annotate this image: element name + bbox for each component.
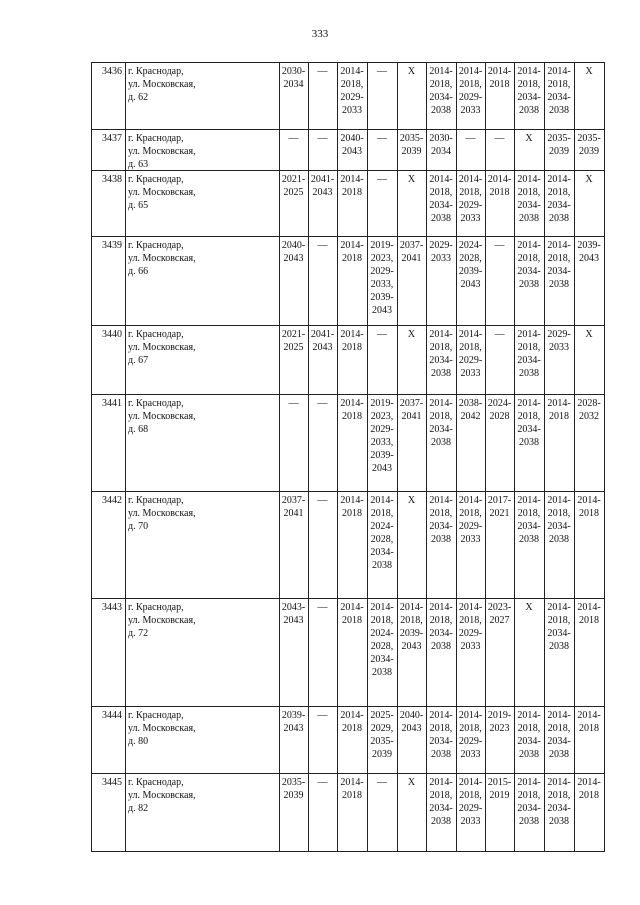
period-cell: 2035- 2039 (547, 133, 571, 157)
period-cell: — (317, 240, 328, 251)
period-cell: 2024- 2028 (487, 398, 512, 422)
period-cell: — (377, 174, 387, 185)
period-cell: 2014- 2018 (577, 777, 601, 801)
period-cell: 2017- 2021 (487, 495, 512, 519)
period-cell: 2035- 2039 (399, 133, 424, 157)
period-cell: — (377, 777, 387, 788)
period-cell: 2014- 2018 (340, 174, 364, 198)
period-cell: 2019- 2023 (487, 710, 512, 734)
period-cell: 2015- 2019 (487, 777, 512, 801)
period-cell: X (407, 495, 416, 506)
period-cell: 2038- 2042 (458, 398, 483, 422)
address-cell: г. Краснодар, ул. Московская, д. 67 (128, 329, 196, 366)
period-cell: X (407, 174, 416, 185)
period-cell: 2035- 2039 (281, 777, 306, 801)
table-row-divider (91, 773, 605, 774)
period-cell: X (525, 602, 533, 613)
period-cell: 2014- 2018, 2029- 2033 (340, 66, 364, 116)
address-cell: г. Краснодар, ул. Московская, д. 62 (128, 66, 196, 103)
address-cell: г. Краснодар, ул. Московская, д. 68 (128, 398, 196, 435)
table-row-divider (91, 62, 605, 63)
table-row-divider (91, 598, 605, 599)
period-cell: 2014- 2018 (577, 495, 601, 519)
period-cell: 2039- 2043 (281, 710, 306, 734)
table-row-divider (91, 325, 605, 326)
address-cell: г. Краснодар, ул. Московская, д. 80 (128, 710, 196, 747)
row-number: 3439 (102, 240, 122, 251)
period-cell: 2014- 2018, 2034- 2038 (517, 710, 541, 760)
period-cell: 2014- 2018, 2029- 2033 (458, 777, 483, 827)
period-cell: X (585, 329, 593, 340)
table-row-divider (91, 706, 605, 707)
period-cell: 2014- 2018, 2034- 2038 (429, 66, 453, 116)
period-cell: 2014- 2018, 2034- 2038 (429, 777, 453, 827)
period-cell: 2041- 2043 (310, 174, 335, 198)
period-cell: 2014- 2018, 2034- 2038 (517, 777, 541, 827)
period-cell: 2014- 2018 (340, 777, 364, 801)
row-number: 3440 (102, 329, 122, 340)
period-cell: 2014- 2018, 2029- 2033 (458, 710, 483, 760)
period-cell: 2039- 2043 (577, 240, 601, 264)
table-row-divider (91, 491, 605, 492)
period-cell: — (377, 329, 387, 340)
period-cell: 2014- 2018, 2034- 2038 (547, 174, 571, 224)
period-cell: 2019- 2023, 2029- 2033, 2039- 2043 (370, 240, 394, 316)
row-number: 3445 (102, 777, 122, 788)
period-cell: 2014- 2018 (340, 240, 364, 264)
period-cell: 2019- 2023, 2029- 2033, 2039- 2043 (370, 398, 394, 474)
row-number: 3444 (102, 710, 122, 721)
row-number: 3441 (102, 398, 122, 409)
period-cell: 2014- 2018 (577, 602, 601, 626)
period-cell: 2014- 2018, 2034- 2038 (547, 710, 571, 760)
period-cell: 2043- 2043 (281, 602, 306, 626)
period-cell: 2029- 2033 (429, 240, 453, 264)
period-cell: 2014- 2018, 2034- 2038 (547, 240, 571, 290)
period-cell: X (585, 66, 593, 77)
period-cell: 2014- 2018, 2034- 2038 (547, 66, 571, 116)
period-cell: 2014- 2018, 2029- 2033 (458, 602, 483, 652)
period-cell: 2037- 2041 (399, 398, 424, 422)
period-cell: — (377, 66, 387, 77)
table-row-divider (91, 236, 605, 237)
period-cell: 2041- 2043 (310, 329, 335, 353)
period-cell: 2014- 2018 (340, 329, 364, 353)
period-cell: — (317, 133, 328, 144)
period-cell: 2040- 2043 (281, 240, 306, 264)
period-cell: 2014- 2018, 2034- 2038 (517, 66, 541, 116)
period-cell: 2014- 2018, 2034- 2038 (517, 398, 541, 448)
period-cell: 2028- 2032 (577, 398, 601, 422)
table-column-divider (604, 62, 605, 852)
period-cell: 2023- 2027 (487, 602, 512, 626)
period-cell: 2014- 2018, 2034- 2038 (429, 495, 453, 545)
period-cell: 2035- 2039 (577, 133, 601, 157)
period-cell: X (585, 174, 593, 185)
period-cell: 2014- 2018 (340, 495, 364, 519)
period-cell: — (465, 133, 476, 144)
row-number: 3437 (102, 133, 122, 144)
period-cell: 2014- 2018, 2034- 2038 (547, 777, 571, 827)
period-cell: — (317, 66, 328, 77)
row-number: 3436 (102, 66, 122, 77)
period-cell: 2014- 2018 (487, 174, 512, 198)
period-cell: X (407, 777, 416, 788)
period-cell: 2014- 2018 (577, 710, 601, 734)
address-cell: г. Краснодар, ул. Московская, д. 70 (128, 495, 196, 532)
period-cell: 2040- 2043 (399, 710, 424, 734)
period-cell: 2014- 2018, 2029- 2033 (458, 329, 483, 379)
row-number: 3438 (102, 174, 122, 185)
period-cell: 2025- 2029, 2035- 2039 (370, 710, 394, 760)
period-cell: 2014- 2018, 2034- 2038 (517, 240, 541, 290)
period-cell: — (317, 710, 328, 721)
period-cell: 2014- 2018, 2034- 2038 (429, 398, 453, 448)
address-cell: г. Краснодар, ул. Московская, д. 65 (128, 174, 196, 211)
period-cell: 2014- 2018 (340, 398, 364, 422)
period-cell: — (317, 602, 328, 613)
period-cell: 2029- 2033 (547, 329, 571, 353)
table-row-divider (91, 129, 605, 130)
period-cell: 2030- 2034 (281, 66, 306, 90)
period-cell: 2014- 2018 (340, 602, 364, 626)
period-cell: — (317, 777, 328, 788)
period-cell: 2014- 2018 (487, 66, 512, 90)
address-cell: г. Краснодар, ул. Московская, д. 72 (128, 602, 196, 639)
period-cell: 2014- 2018 (547, 398, 571, 422)
period-cell: 2014- 2018, 2034- 2038 (429, 710, 453, 760)
period-cell: 2040- 2043 (340, 133, 364, 157)
row-number: 3442 (102, 495, 122, 506)
period-cell: X (407, 66, 416, 77)
period-cell: 2021- 2025 (281, 329, 306, 353)
period-cell: 2037- 2041 (281, 495, 306, 519)
period-cell: X (407, 329, 416, 340)
period-cell: 2014- 2018, 2024- 2028, 2034- 2038 (370, 495, 394, 571)
address-cell: г. Краснодар, ул. Московская, д. 66 (128, 240, 196, 277)
period-cell: 2014- 2018, 2034- 2038 (547, 495, 571, 545)
page-number: 333 (311, 28, 329, 40)
address-cell: г. Краснодар, ул. Московская, д. 63 (128, 133, 196, 170)
period-cell: 2021- 2025 (281, 174, 306, 198)
period-cell: X (525, 133, 533, 144)
period-cell: — (317, 495, 328, 506)
period-cell: 2014- 2018, 2034- 2038 (429, 602, 453, 652)
period-cell: 2014- 2018 (340, 710, 364, 734)
period-cell: 2014- 2018, 2034- 2038 (517, 495, 541, 545)
period-cell: 2014- 2018, 2029- 2033 (458, 174, 483, 224)
period-cell: 2014- 2018, 2034- 2038 (429, 174, 453, 224)
period-cell: — (288, 133, 299, 144)
address-cell: г. Краснодар, ул. Московская, д. 82 (128, 777, 196, 814)
period-cell: — (377, 133, 387, 144)
period-cell: 2014- 2018, 2024- 2028, 2034- 2038 (370, 602, 394, 678)
period-cell: — (317, 398, 328, 409)
table-column-divider (125, 62, 126, 852)
period-cell: — (494, 240, 505, 251)
period-cell: 2014- 2018, 2034- 2038 (547, 602, 571, 652)
table-row-divider (91, 394, 605, 395)
period-cell: — (494, 329, 505, 340)
row-number: 3443 (102, 602, 122, 613)
period-cell: 2030- 2034 (429, 133, 453, 157)
period-cell: 2024- 2028, 2039- 2043 (458, 240, 483, 290)
table-row-divider (91, 851, 605, 852)
period-cell: 2014- 2018, 2029- 2033 (458, 495, 483, 545)
period-cell: 2037- 2041 (399, 240, 424, 264)
period-cell: — (288, 398, 299, 409)
period-cell: 2014- 2018, 2034- 2038 (517, 174, 541, 224)
period-cell: 2014- 2018, 2029- 2033 (458, 66, 483, 116)
period-cell: 2014- 2018, 2034- 2038 (429, 329, 453, 379)
period-cell: — (494, 133, 505, 144)
period-cell: 2014- 2018, 2034- 2038 (517, 329, 541, 379)
period-cell: 2014- 2018, 2039- 2043 (399, 602, 424, 652)
